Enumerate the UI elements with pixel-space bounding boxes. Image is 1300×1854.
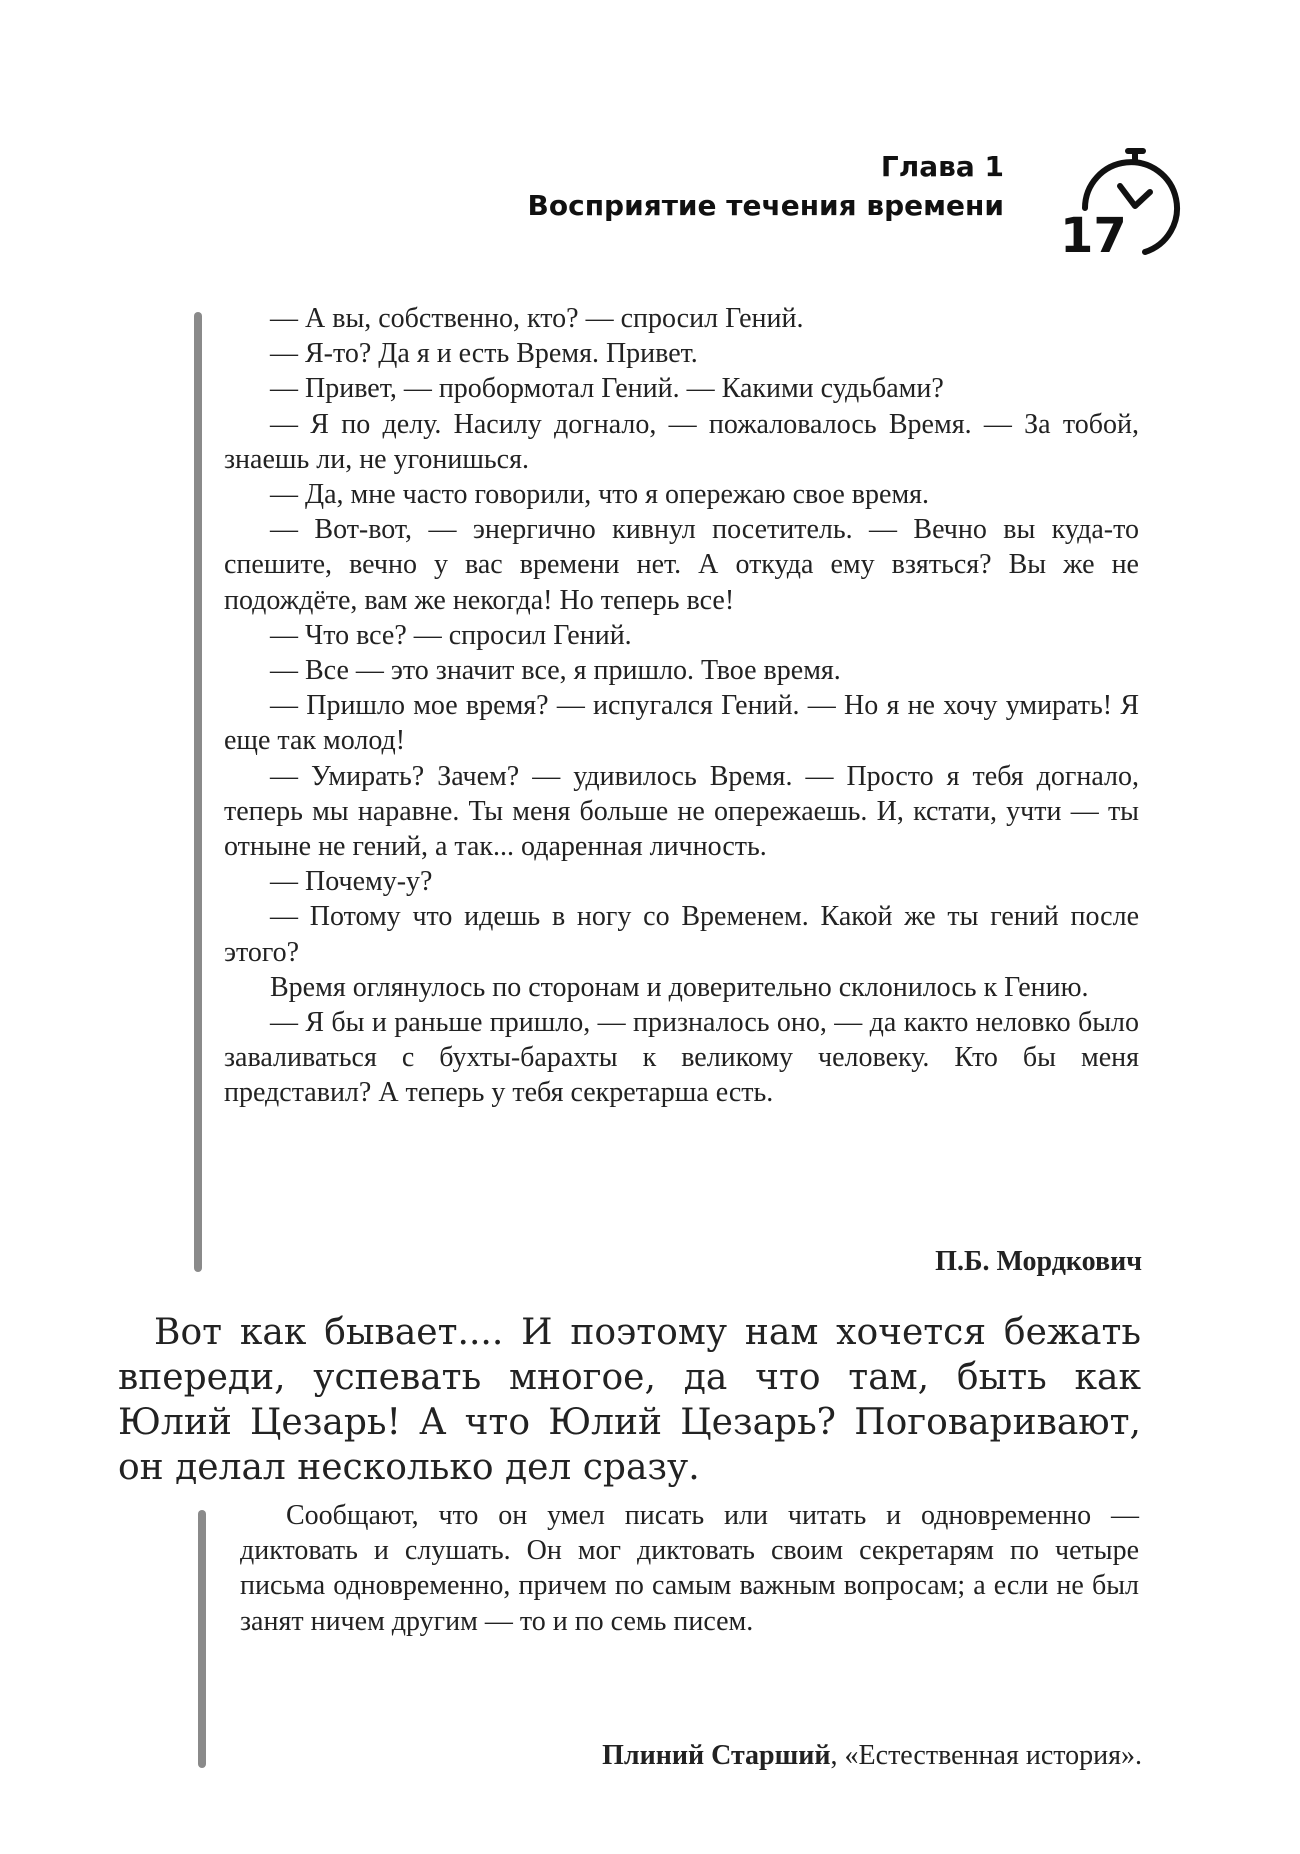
quote-paragraph: — Пришло мое время? — испугался Гений. — Но я не хочу умирать! Я еще так молод!	[224, 690, 1139, 757]
quote-bar	[198, 1510, 206, 1768]
body-paragraph: Вот как бывает.... И поэтому нам хочется бежать впереди, успевать многое, да что там, быть как Юлий Цезарь! А что Юлий Цезарь? Поговаривают, он делал несколько дел сразу.	[118, 1312, 1141, 1488]
quote-paragraph: — Все — это значит все, я пришло. Твое время.	[270, 655, 841, 687]
quote-paragraph: Сообщают, что он умел писать или читать и одновременно — диктовать и слушать. Он мог диктовать своим секретарям по четыре письма одновременно, причем по самым важным вопросам; а если не был занят ничем другим — то и по семь писем.	[240, 1500, 1139, 1637]
quote-author: Плиний Старший	[602, 1740, 831, 1771]
quote-source: , «Естественная история».	[830, 1740, 1142, 1771]
pliny-quote	[240, 1498, 1139, 1639]
chapter-title: Восприятие течения времени	[527, 189, 1004, 222]
body-text	[118, 1310, 1141, 1490]
quote-paragraph: — Я по делу. Насилу догнало, — пожаловалось Время. — За тобой, знаешь ли, не угонишься.	[224, 408, 1139, 475]
quote-attribution: П.Б. Мордкович	[935, 1246, 1142, 1277]
quote-paragraph: — Потому что идешь в ногу со Временем. Какой же ты гений после этого?	[224, 901, 1139, 968]
quote-paragraph: — А вы, собственно, кто? — спросил Гений.	[270, 303, 804, 334]
chapter-header	[528, 148, 1004, 226]
page-number: 17	[1060, 208, 1127, 264]
dialogue-quote	[224, 301, 1139, 1111]
quote-paragraph: — Я-то? Да я и есть Время. Привет.	[270, 338, 698, 370]
quote-paragraph: — Привет, — пробормотал Гений. — Какими судьбами?	[270, 373, 944, 405]
quote-paragraph: — Умирать? Зачем? — удивилось Время. — Просто я тебя догнало, теперь мы наравне. Ты меня больше не опережаешь. И, кстати, учти — ты отныне не гений, а так... одаренная личность.	[224, 760, 1139, 863]
quote-bar	[194, 312, 202, 1272]
chapter-number: Глава 1	[880, 150, 1004, 183]
quote-paragraph: — Да, мне часто говорили, что я опережаю свое время.	[270, 479, 930, 511]
quote-paragraph: Время оглянулось по сторонам и доверительно склонилось к Гению.	[270, 971, 1089, 1003]
quote-paragraph: — Я бы и раньше пришло, — призналось оно, — да както неловко было заваливаться с бухты-барахты к великому человеку. Кто бы меня представил? А теперь у тебя секретарша есть.	[224, 1007, 1139, 1109]
quote-paragraph: — Вот-вот, — энергично кивнул посетитель. — Вечно вы куда-то спешите, вечно у вас времени нет. А откуда ему взяться? Вы же не подождёте, вам же некогда! Но теперь все!	[224, 514, 1139, 616]
quote-attribution	[602, 1740, 1142, 1772]
quote-paragraph: — Почему-у?	[270, 866, 433, 898]
quote-paragraph: — Что все? — спросил Гений.	[270, 619, 632, 651]
